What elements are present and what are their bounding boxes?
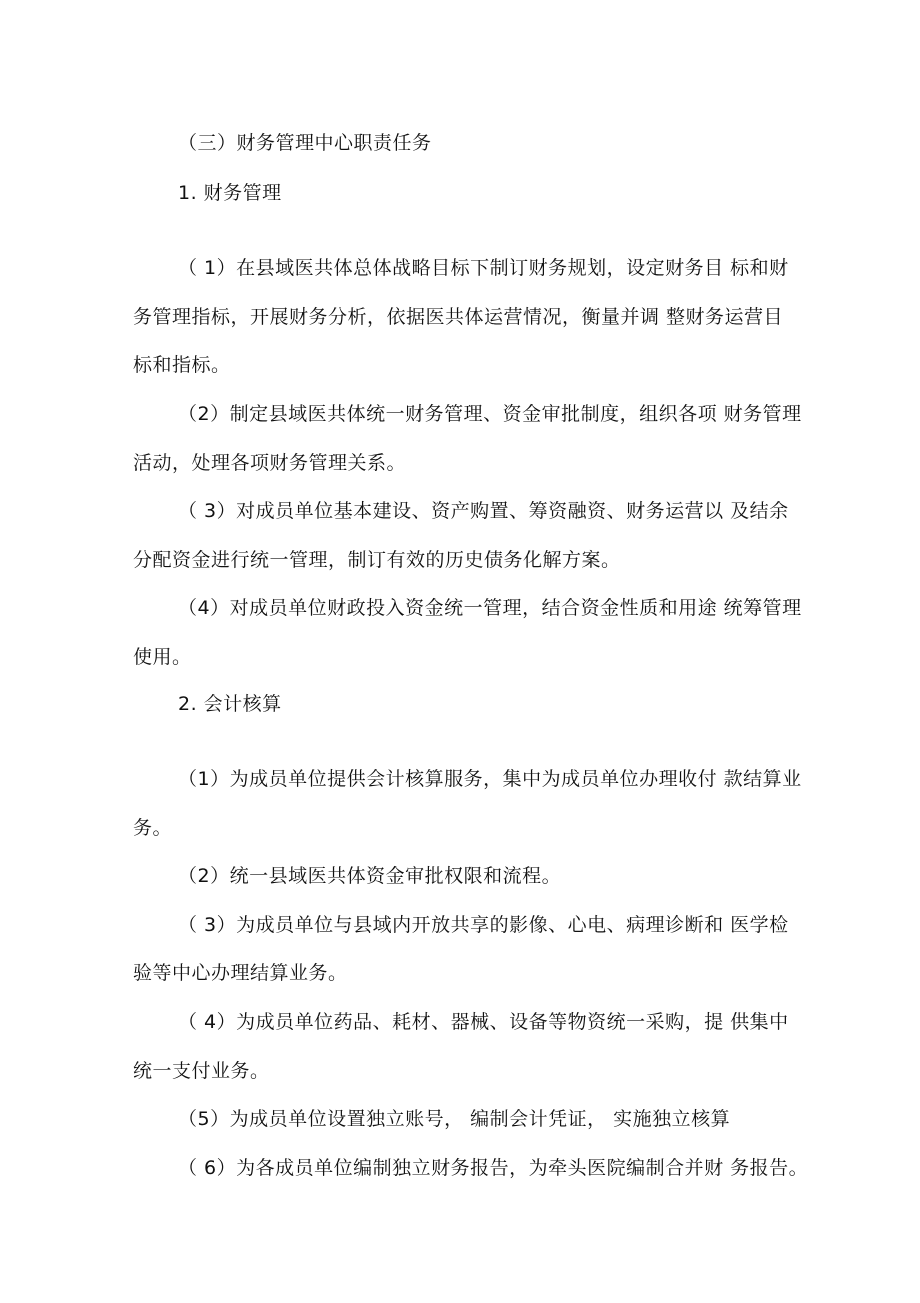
finance-item-1-line-1: （ 1）在县域医共体总体战略目标下制订财务规划，设定财务目 标和财 xyxy=(178,257,789,279)
accounting-item-6-line-1: （ 6）为各成员单位编制独立财务报告，为牵头医院编制合并财 务报告。 xyxy=(178,1157,809,1179)
finance-item-4-line-1: （4）对成员单位财政投入资金统一管理，结合资金性质和用途 统筹管理 xyxy=(178,597,802,619)
accounting-heading: 2. 会计核算 xyxy=(178,693,282,715)
accounting-item-4-line-1: （ 4）为成员单位药品、耗材、器械、设备等物资统一采购，提 供集中 xyxy=(178,1011,789,1033)
section-title: （三）财务管理中心职责任务 xyxy=(178,132,432,154)
accounting-item-1-line-2: 务。 xyxy=(133,817,173,839)
finance-item-3-line-1: （ 3）对成员单位基本建设、资产购置、筹资融资、财务运营以 及结余 xyxy=(178,500,789,522)
finance-heading: 1. 财务管理 xyxy=(178,182,282,204)
accounting-item-4-line-2: 统一支付业务。 xyxy=(133,1060,270,1082)
finance-item-2-line-1: （2）制定县域医共体统一财务管理、资金审批制度，组织各项 财务管理 xyxy=(178,403,802,425)
finance-item-2-line-2: 活动，处理各项财务管理关系。 xyxy=(133,452,407,474)
finance-item-1-line-2: 务管理指标，开展财务分析，依据医共体运营情况，衡量并调 整财务运营目 xyxy=(133,306,784,328)
finance-item-1-line-3: 标和指标。 xyxy=(133,354,231,376)
accounting-item-1-line-1: （1）为成员单位提供会计核算服务，集中为成员单位办理收付 款结算业 xyxy=(178,768,802,790)
finance-item-3-line-2: 分配资金进行统一管理，制订有效的历史债务化解方案。 xyxy=(133,549,621,571)
finance-item-4-line-2: 使用。 xyxy=(133,646,192,668)
accounting-item-2-line-1: （2）统一县域医共体资金审批权限和流程。 xyxy=(178,865,562,887)
accounting-item-3-line-2: 验等中心办理结算业务。 xyxy=(133,962,348,984)
accounting-item-5-line-1: （5）为成员单位设置独立账号， 编制会计凭证， 实施独立核算 xyxy=(178,1108,731,1130)
accounting-item-3-line-1: （ 3）为成员单位与县域内开放共享的影像、心电、病理诊断和 医学检 xyxy=(178,914,789,936)
